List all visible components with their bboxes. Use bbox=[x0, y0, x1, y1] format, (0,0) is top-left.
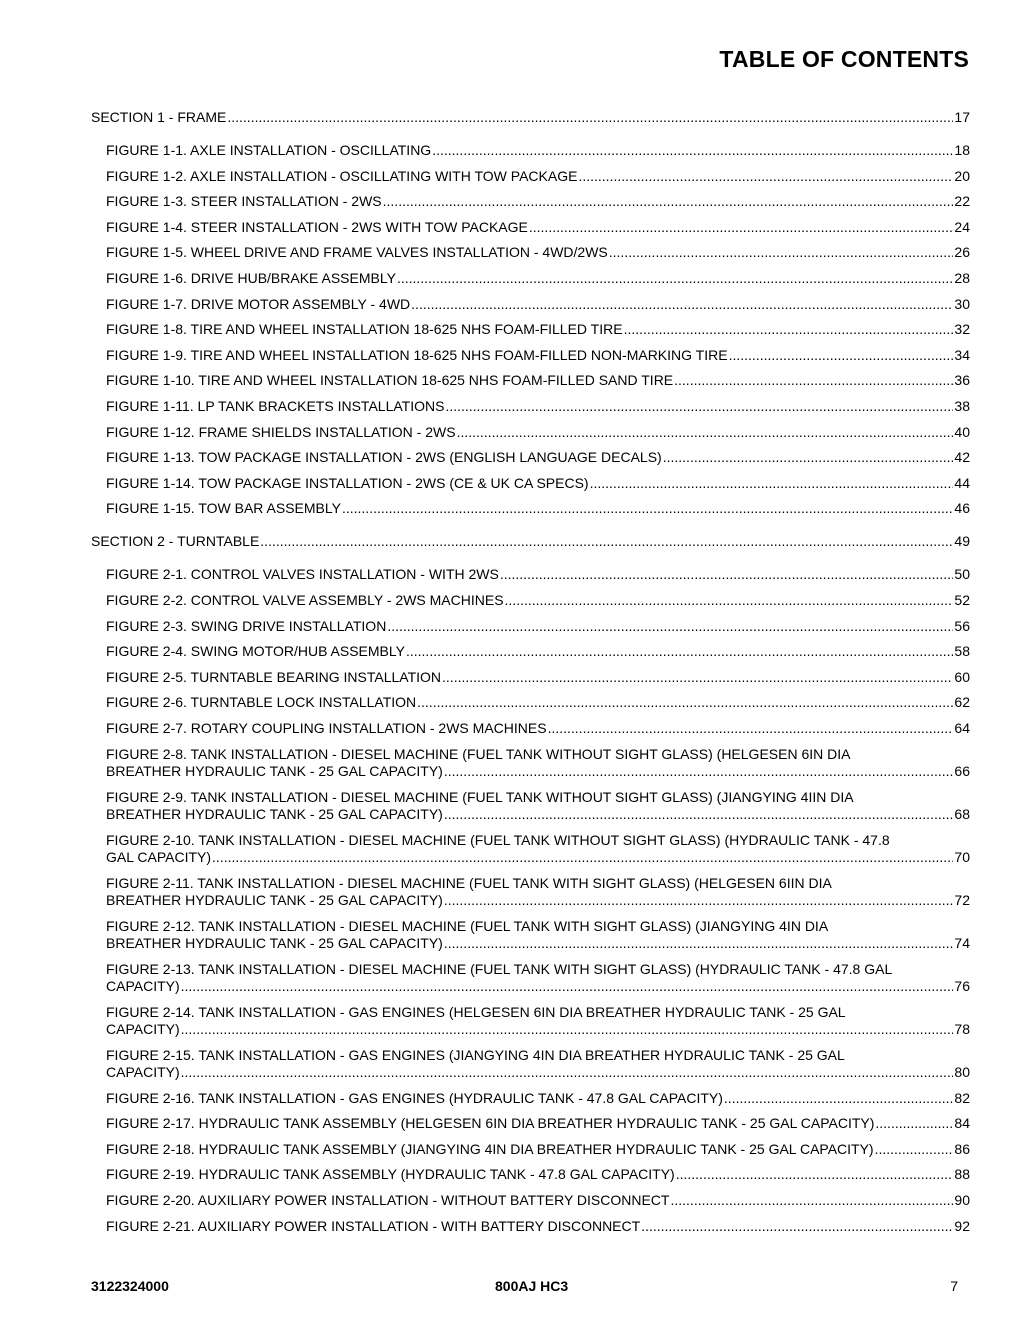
dot-leader bbox=[181, 1064, 954, 1081]
page-number: 50 bbox=[954, 566, 970, 582]
entry-title-line2: CAPACITY) bbox=[106, 978, 180, 994]
page-number: 58 bbox=[954, 643, 970, 659]
page-number: 70 bbox=[954, 849, 970, 865]
entry-title: FIGURE 1-10. TIRE AND WHEEL INSTALLATION 18-625 NHS FOAM-FILLED SAND TIRE bbox=[106, 372, 674, 388]
entry-title: FIGURE 2-18. HYDRAULIC TANK ASSEMBLY (JIANGYING 4IN DIA BREATHER HYDRAULIC TANK - 25 GAL CAPACITY) bbox=[106, 1141, 874, 1157]
dot-leader bbox=[729, 347, 954, 364]
entry-title-line1: FIGURE 2-9. TANK INSTALLATION - DIESEL MACHINE (FUEL TANK WITHOUT SIGHT GLASS) (JIANGYING 4IIN DIA bbox=[106, 789, 854, 805]
dot-leader bbox=[457, 424, 954, 441]
dot-leader bbox=[875, 1115, 953, 1132]
entry-title: FIGURE 1-4. STEER INSTALLATION - 2WS WITH TOW PACKAGE bbox=[106, 219, 528, 235]
dot-leader bbox=[417, 694, 953, 711]
toc-figure-entry[interactable] bbox=[106, 1047, 970, 1081]
toc-figure-entry[interactable] bbox=[106, 618, 970, 635]
toc-figure-entry[interactable] bbox=[106, 1218, 970, 1235]
toc-figure-entry[interactable] bbox=[106, 449, 970, 466]
dot-leader bbox=[724, 1090, 954, 1107]
toc-figure-entry[interactable] bbox=[106, 193, 970, 210]
toc-figure-entry[interactable] bbox=[106, 244, 970, 261]
toc-figure-entry[interactable] bbox=[106, 321, 970, 338]
entry-title-line1: FIGURE 2-14. TANK INSTALLATION - GAS ENGINES (HELGESEN 6IN DIA BREATHER HYDRAULIC TANK - 25 GAL bbox=[106, 1004, 846, 1020]
entry-title-line1: FIGURE 2-8. TANK INSTALLATION - DIESEL MACHINE (FUEL TANK WITHOUT SIGHT GLASS) (HELGESEN 6IN DIA bbox=[106, 746, 851, 762]
entry-title-line2: CAPACITY) bbox=[106, 1064, 180, 1080]
entry-title-line1: FIGURE 2-15. TANK INSTALLATION - GAS ENGINES (JIANGYING 4IN DIA BREATHER HYDRAULIC TANK - 25 GAL bbox=[106, 1047, 845, 1063]
toc-figure-entry[interactable] bbox=[106, 1166, 970, 1183]
toc-figure-entry[interactable] bbox=[106, 1115, 970, 1132]
page-number: 20 bbox=[954, 168, 970, 184]
page-number: 92 bbox=[954, 1218, 970, 1234]
page-number: 38 bbox=[954, 398, 970, 414]
dot-leader bbox=[406, 643, 953, 660]
entry-title: FIGURE 2-16. TANK INSTALLATION - GAS ENGINES (HYDRAULIC TANK - 47.8 GAL CAPACITY) bbox=[106, 1090, 723, 1106]
dot-leader bbox=[181, 978, 954, 995]
toc-figure-entry[interactable] bbox=[106, 424, 970, 441]
dot-leader bbox=[875, 1141, 954, 1158]
dot-leader bbox=[444, 892, 954, 909]
page-number: 22 bbox=[954, 193, 970, 209]
dot-leader bbox=[387, 618, 953, 635]
dot-leader bbox=[227, 109, 953, 126]
entry-title: FIGURE 1-5. WHEEL DRIVE AND FRAME VALVES INSTALLATION - 4WD/2WS bbox=[106, 244, 608, 260]
page-number: 72 bbox=[954, 892, 970, 908]
footer-page-number: 7 bbox=[950, 1278, 958, 1294]
page-number: 84 bbox=[954, 1115, 970, 1131]
entry-title: FIGURE 1-12. FRAME SHIELDS INSTALLATION - 2WS bbox=[106, 424, 456, 440]
toc-figure-entry[interactable] bbox=[106, 398, 970, 415]
entry-title: FIGURE 1-1. AXLE INSTALLATION - OSCILLATING bbox=[106, 142, 432, 158]
toc-figure-entry[interactable] bbox=[106, 1004, 970, 1038]
page-number: 62 bbox=[954, 694, 970, 710]
page-number: 18 bbox=[954, 142, 970, 158]
page-number: 34 bbox=[954, 347, 970, 363]
dot-leader bbox=[676, 1166, 954, 1183]
toc-figure-entry[interactable] bbox=[106, 347, 970, 364]
dot-leader bbox=[641, 1218, 953, 1235]
toc-figure-entry[interactable] bbox=[106, 720, 970, 737]
page-number: 26 bbox=[954, 244, 970, 260]
dot-leader bbox=[548, 720, 954, 737]
toc-figure-entry[interactable] bbox=[106, 168, 970, 185]
dot-leader bbox=[590, 475, 954, 492]
toc-section-entry[interactable] bbox=[91, 533, 970, 550]
dot-leader bbox=[383, 193, 954, 210]
entry-title: FIGURE 2-6. TURNTABLE LOCK INSTALLATION bbox=[106, 694, 417, 710]
page-number: 78 bbox=[954, 1021, 970, 1037]
dot-leader bbox=[500, 566, 954, 583]
toc-figure-entry[interactable] bbox=[106, 643, 970, 660]
toc-figure-entry[interactable] bbox=[106, 219, 970, 236]
entry-title: FIGURE 1-11. LP TANK BRACKETS INSTALLATIONS bbox=[106, 398, 445, 414]
toc-figure-entry[interactable] bbox=[106, 875, 970, 909]
toc-figure-entry[interactable] bbox=[106, 832, 970, 866]
entry-title-line2: BREATHER HYDRAULIC TANK - 25 GAL CAPACITY) bbox=[106, 763, 443, 779]
page-number: 36 bbox=[954, 372, 970, 388]
page-number: 80 bbox=[954, 1064, 970, 1080]
entry-title: FIGURE 1-6. DRIVE HUB/BRAKE ASSEMBLY bbox=[106, 270, 396, 286]
toc-figure-entry[interactable] bbox=[106, 566, 970, 583]
entry-title: FIGURE 1-15. TOW BAR ASSEMBLY bbox=[106, 500, 341, 516]
page-title: TABLE OF CONTENTS bbox=[719, 46, 969, 72]
dot-leader bbox=[529, 219, 954, 236]
dot-leader bbox=[432, 142, 953, 159]
toc-figure-entry[interactable] bbox=[106, 142, 970, 159]
dot-leader bbox=[212, 849, 953, 866]
dot-leader bbox=[342, 500, 953, 517]
entry-title-line1: FIGURE 2-13. TANK INSTALLATION - DIESEL MACHINE (FUEL TANK WITH SIGHT GLASS) (HYDRAULIC TANK - 47.8 GAL bbox=[106, 961, 893, 977]
page-number: 76 bbox=[954, 978, 970, 994]
page-number: 28 bbox=[954, 270, 970, 286]
dot-leader bbox=[442, 669, 953, 686]
toc-figure-entry[interactable] bbox=[106, 918, 970, 952]
toc-figure-entry[interactable] bbox=[106, 1090, 970, 1107]
entry-title-line2: BREATHER HYDRAULIC TANK - 25 GAL CAPACITY) bbox=[106, 892, 443, 908]
entry-title-line2: BREATHER HYDRAULIC TANK - 25 GAL CAPACITY) bbox=[106, 806, 443, 822]
footer-model: 800AJ HC3 bbox=[495, 1278, 569, 1294]
dot-leader bbox=[444, 806, 954, 823]
toc-figure-entry[interactable] bbox=[106, 961, 970, 995]
page-number: 90 bbox=[954, 1192, 970, 1208]
entry-title: FIGURE 2-17. HYDRAULIC TANK ASSEMBLY (HELGESEN 6IN DIA BREATHER HYDRAULIC TANK - 25 GAL CAPACITY) bbox=[106, 1115, 875, 1131]
toc-figure-entry[interactable] bbox=[106, 592, 970, 609]
page-number: 17 bbox=[954, 109, 970, 125]
entry-title-line2: GAL CAPACITY) bbox=[106, 849, 212, 865]
toc-figure-entry[interactable] bbox=[106, 270, 970, 287]
entry-title-line2: BREATHER HYDRAULIC TANK - 25 GAL CAPACITY) bbox=[106, 935, 443, 951]
page-number: 60 bbox=[954, 669, 970, 685]
entry-title: FIGURE 1-7. DRIVE MOTOR ASSEMBLY - 4WD bbox=[106, 296, 411, 312]
entry-title: SECTION 1 - FRAME bbox=[91, 109, 227, 125]
entry-title: FIGURE 2-20. AUXILIARY POWER INSTALLATION - WITHOUT BATTERY DISCONNECT bbox=[106, 1192, 670, 1208]
page-number: 56 bbox=[954, 618, 970, 634]
page-number: 49 bbox=[954, 533, 970, 549]
entry-title: FIGURE 2-7. ROTARY COUPLING INSTALLATION - 2WS MACHINES bbox=[106, 720, 547, 736]
dot-leader bbox=[663, 449, 954, 466]
dot-leader bbox=[411, 296, 953, 313]
entry-title: FIGURE 2-21. AUXILIARY POWER INSTALLATION - WITH BATTERY DISCONNECT bbox=[106, 1218, 641, 1234]
toc-figure-entry[interactable] bbox=[106, 296, 970, 313]
toc-figure-entry[interactable] bbox=[106, 694, 970, 711]
entry-title: FIGURE 2-4. SWING MOTOR/HUB ASSEMBLY bbox=[106, 643, 405, 659]
entry-title-line1: FIGURE 2-11. TANK INSTALLATION - DIESEL MACHINE (FUEL TANK WITH SIGHT GLASS) (HELGESEN 6IIN DIA bbox=[106, 875, 832, 891]
dot-leader bbox=[260, 533, 953, 550]
page-number: 88 bbox=[954, 1166, 970, 1182]
dot-leader bbox=[444, 763, 954, 780]
entry-title: FIGURE 1-9. TIRE AND WHEEL INSTALLATION 18-625 NHS FOAM-FILLED NON-MARKING TIRE bbox=[106, 347, 728, 363]
page-number: 66 bbox=[954, 763, 970, 779]
entry-title-line1: FIGURE 2-10. TANK INSTALLATION - DIESEL MACHINE (FUEL TANK WITHOUT SIGHT GLASS) (HYDRAULIC TANK - 47.8 bbox=[106, 832, 890, 848]
page-number: 86 bbox=[954, 1141, 970, 1157]
entry-title: FIGURE 1-13. TOW PACKAGE INSTALLATION - 2WS (ENGLISH LANGUAGE DECALS) bbox=[106, 449, 662, 465]
entry-title: FIGURE 1-2. AXLE INSTALLATION - OSCILLATING WITH TOW PACKAGE bbox=[106, 168, 578, 184]
page-number: 74 bbox=[954, 935, 970, 951]
entry-title: FIGURE 2-2. CONTROL VALVE ASSEMBLY - 2WS MACHINES bbox=[106, 592, 504, 608]
page-number: 42 bbox=[954, 449, 970, 465]
toc-figure-entry[interactable] bbox=[106, 746, 970, 780]
toc-figure-entry[interactable] bbox=[106, 475, 970, 492]
page-number: 46 bbox=[954, 500, 970, 516]
entry-title: FIGURE 2-19. HYDRAULIC TANK ASSEMBLY (HYDRAULIC TANK - 47.8 GAL CAPACITY) bbox=[106, 1166, 675, 1182]
page-number: 64 bbox=[954, 720, 970, 736]
footer-doc-number: 3122324000 bbox=[91, 1278, 169, 1294]
entry-title: FIGURE 1-3. STEER INSTALLATION - 2WS bbox=[106, 193, 382, 209]
toc-figure-entry[interactable] bbox=[106, 372, 970, 389]
toc-section-entry[interactable] bbox=[91, 109, 970, 126]
entry-title: FIGURE 1-8. TIRE AND WHEEL INSTALLATION 18-625 NHS FOAM-FILLED TIRE bbox=[106, 321, 623, 337]
toc-figure-entry[interactable] bbox=[106, 500, 970, 517]
dot-leader bbox=[505, 592, 954, 609]
page-number: 52 bbox=[954, 592, 970, 608]
page-number: 32 bbox=[954, 321, 970, 337]
page-number: 40 bbox=[954, 424, 970, 440]
dot-leader bbox=[578, 168, 953, 185]
dot-leader bbox=[674, 372, 953, 389]
entry-title: FIGURE 2-3. SWING DRIVE INSTALLATION bbox=[106, 618, 387, 634]
dot-leader bbox=[609, 244, 954, 261]
page-number: 68 bbox=[954, 806, 970, 822]
dot-leader bbox=[181, 1021, 954, 1038]
entry-title: FIGURE 1-14. TOW PACKAGE INSTALLATION - 2WS (CE & UK CA SPECS) bbox=[106, 475, 589, 491]
entry-title-line1: FIGURE 2-12. TANK INSTALLATION - DIESEL MACHINE (FUEL TANK WITH SIGHT GLASS) (JIANGYING 4IN DIA bbox=[106, 918, 829, 934]
page-number: 24 bbox=[954, 219, 970, 235]
entry-title-line2: CAPACITY) bbox=[106, 1021, 180, 1037]
page-number: 44 bbox=[954, 475, 970, 491]
entry-title: FIGURE 2-1. CONTROL VALVES INSTALLATION - WITH 2WS bbox=[106, 566, 499, 582]
toc-figure-entry[interactable] bbox=[106, 789, 970, 823]
page-number: 82 bbox=[954, 1090, 970, 1106]
dot-leader bbox=[445, 398, 953, 415]
toc-figure-entry[interactable] bbox=[106, 1141, 970, 1158]
toc-figure-entry[interactable] bbox=[106, 669, 970, 686]
entry-title: FIGURE 2-5. TURNTABLE BEARING INSTALLATION bbox=[106, 669, 442, 685]
entry-title: SECTION 2 - TURNTABLE bbox=[91, 533, 260, 549]
dot-leader bbox=[397, 270, 953, 287]
dot-leader bbox=[670, 1192, 953, 1209]
toc-figure-entry[interactable] bbox=[106, 1192, 970, 1209]
dot-leader bbox=[624, 321, 954, 338]
page-number: 30 bbox=[954, 296, 970, 312]
dot-leader bbox=[444, 935, 954, 952]
